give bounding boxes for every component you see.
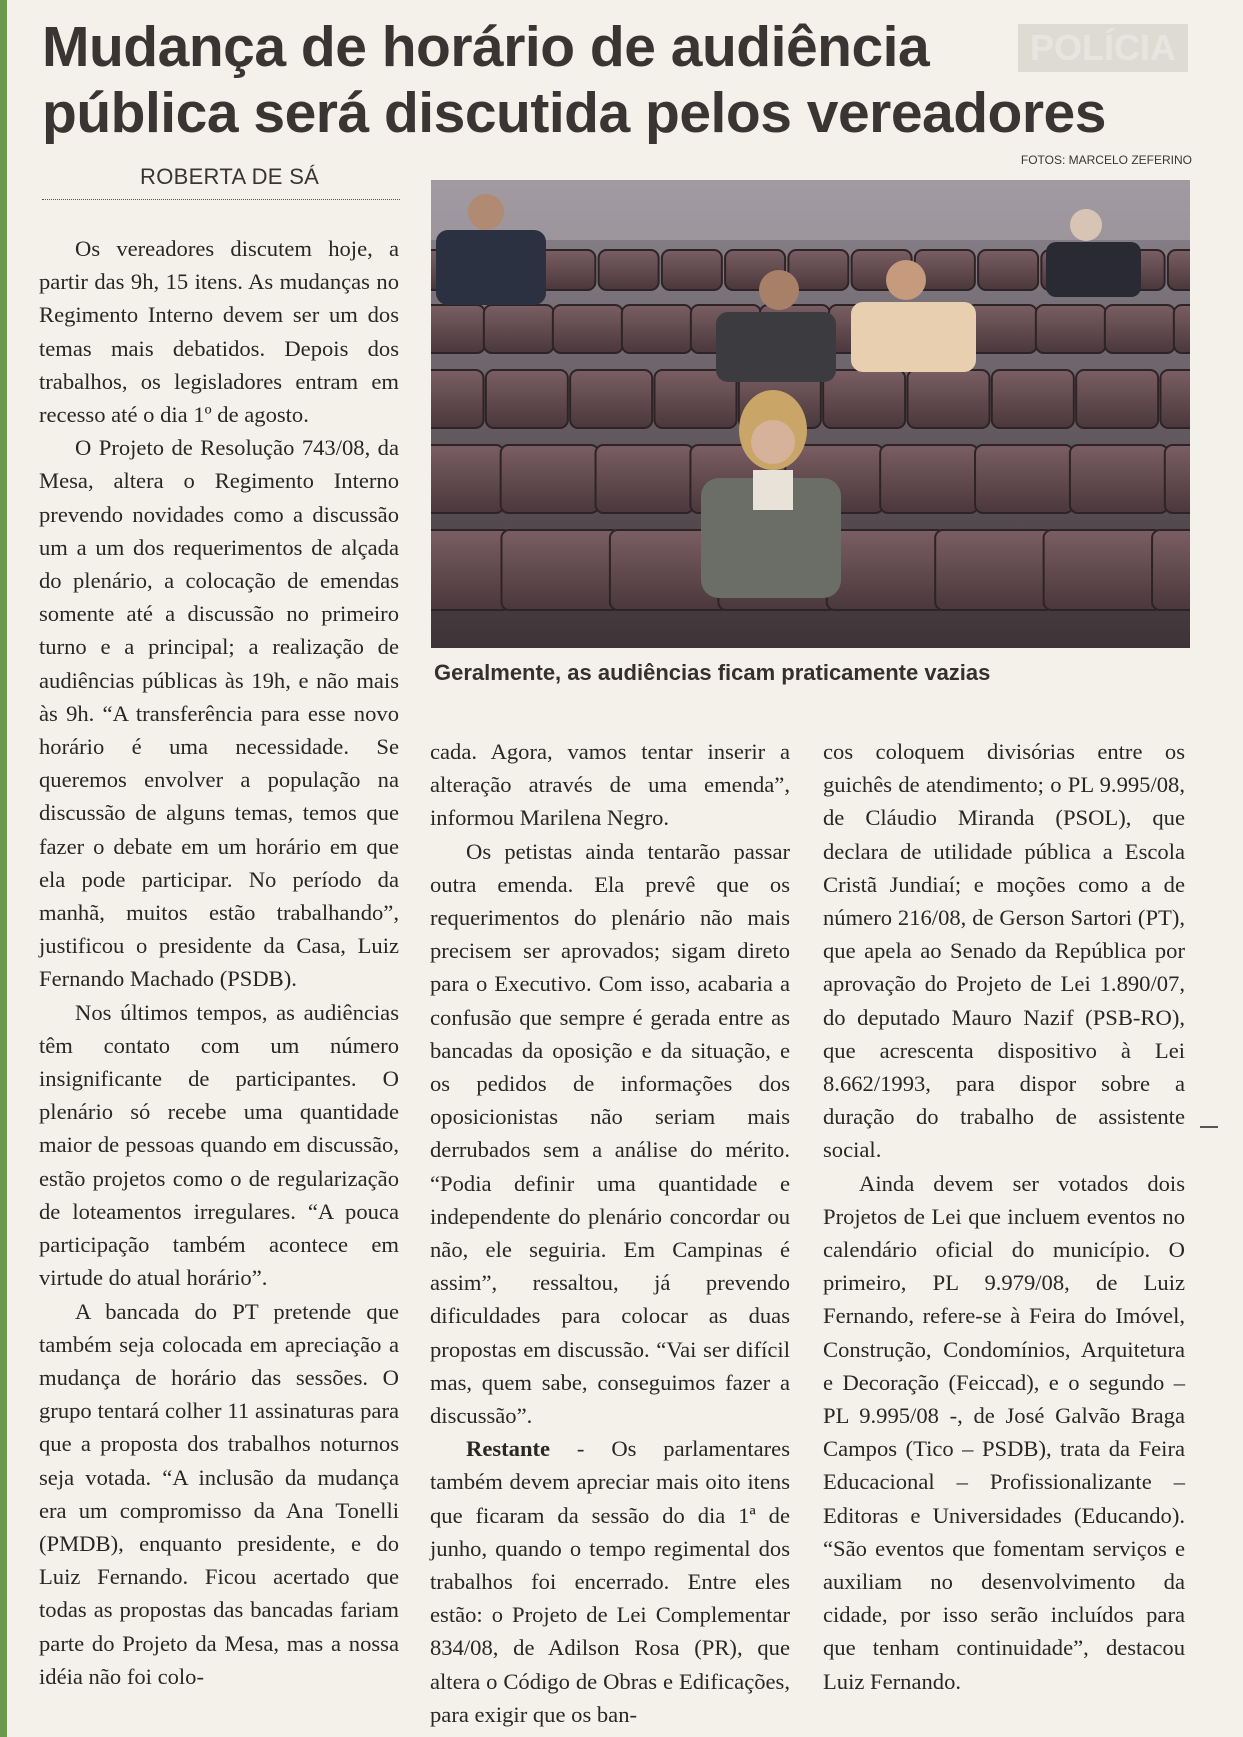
paragraph: Os vereadores discutem hoje, a partir das 9h, 15 itens. As mudanças no Regimento Interno devem ser um dos temas mais debatidos. Depois dos trabalhos, os legisladores entram em recesso até o dia 1º de agosto.	[39, 236, 399, 428]
seat	[823, 370, 905, 428]
paragraph: A bancada do PT pretende que também seja colocada em apreciação a mudança de horário das sessões. O grupo tentará colher 11 assinaturas para que a proposta dos trabalhos noturnos seja votada. “A inclusão da mudança era um compromisso da Ana Tonelli (PMDB), enquanto presidente, e do Luiz Fernando. Ficou acertado que todas as propostas das bancadas fariam parte do Projeto da Mesa, mas a nossa idéia não foi colo-	[39, 1298, 399, 1689]
seat	[967, 305, 1037, 353]
article-headline	[42, 14, 1162, 146]
byline: ROBERTA DE SÁ	[140, 164, 320, 189]
seat	[553, 305, 623, 353]
seat	[1174, 305, 1190, 353]
seat	[484, 305, 554, 353]
section-tag: POLÍCIA	[1018, 24, 1188, 72]
seat	[431, 530, 511, 610]
paragraph: Os petistas ainda tentarão passar outra emenda. Ela prevê que os requerimentos do plenário não mais precisem ser aprovados; sigam direto para o Executivo. Com isso, acabaria a confusão que sempre é gerada entre as bancadas da oposição e da situação, e os pedidos de informações dos oposicionistas não seriam mais derrubados sem a análise do mérito. “Podia definir uma quantidade e independente do plenário concordar ou não, ele seguiria. Em Campinas é assim”, ressaltou, já prevendo dificuldades para colocar as duas propostas em discussão. “Vai ser difícil mas, quem sabe, conseguimos fazer a discussão”.	[430, 838, 790, 1429]
paragraph-text: - Os parlamentares também devem apreciar mais oito itens que ficaram da sessão do dia 1ª de junho, quando o tempo regimental dos trabalhos foi encerrado. Entre eles estão: o Projeto de Lei Complementar 834/08, de Adilson Rosa (PR), que altera o Código de Obras e Edificações, para exigir que os ban-	[430, 1436, 790, 1727]
text-column-2	[430, 735, 790, 1731]
seat	[431, 370, 483, 428]
paragraph	[430, 1432, 790, 1731]
seat	[1165, 445, 1190, 513]
paragraph: cada. Agora, vamos tentar inserir a alteração através de uma emenda”, informou Marilena Negro.	[430, 739, 790, 831]
seat	[1044, 530, 1162, 610]
seat	[1152, 530, 1190, 610]
headline-line-1: Mudança de horário de audiência	[42, 15, 930, 79]
print-mark	[1200, 1126, 1218, 1128]
seat	[596, 445, 694, 513]
seat	[975, 445, 1073, 513]
article-photo	[431, 180, 1190, 648]
seat	[992, 370, 1074, 428]
seat	[599, 250, 659, 290]
photo-credit: FOTOS: MARCELO ZEFERINO	[1020, 153, 1192, 167]
text-column-3	[823, 735, 1185, 1698]
subhead-restante: Restante	[466, 1436, 551, 1462]
seat	[1070, 445, 1168, 513]
seat	[1105, 305, 1175, 353]
seat	[978, 250, 1038, 290]
seat	[1168, 250, 1190, 290]
seat	[501, 530, 619, 610]
seat	[486, 370, 568, 428]
seat	[907, 370, 989, 428]
seat	[880, 445, 978, 513]
seat	[431, 445, 504, 513]
seat	[662, 250, 722, 290]
seat	[827, 530, 945, 610]
seat	[1076, 370, 1158, 428]
paragraph: Nos últimos tempos, as audiências têm contato com um número insignificante de participantes. O plenário só recebe uma quantidade maior de pessoas quando em discussão, estão projetos como o de regularização de loteamentos irregulares. “A pouca participação também acontece em virtude do atual horário”.	[39, 999, 399, 1291]
seat	[570, 370, 652, 428]
paragraph: Ainda devem ser votados dois Projetos de Lei que incluem eventos no calendário oficial do município. O primeiro, PL 9.979/08, de Luiz Fernando, refere-se à Feira do Imóvel, Construção, Condomínios, Arquitetura e Decoração (Feiccad), e o segundo – PL 9.995/08 -, de José Galvão Braga Campos (Tico – PSDB), trata da Feira Educacional – Profissionalizante – Editoras e Universidades (Educando). “São eventos que fomentam serviços e auxiliam no desenvolvimento da cidade, por isso serão incluídos para que tenham continuidade”, destacou Luiz Fernando.	[823, 1170, 1185, 1694]
photo-caption: Geralmente, as audiências ficam praticamente vazias	[434, 660, 991, 685]
seat	[1036, 305, 1106, 353]
seat	[935, 530, 1053, 610]
byline-rule	[42, 199, 400, 200]
paragraph: O Projeto de Resolução 743/08, da Mesa, altera o Regimento Interno prevendo novidades como a discussão um a um dos requerimentos de alçada do plenário, a colocação de emendas somente até a discussão no primeiro turno e a principal; a realização de audiências públicas às 19h, e não mais às 9h. “A transferência para esse novo horário é uma necessidade. Se queremos envolver a população na discussão de alguns temas, temos que fazer o debate em um horário em que ela pode participar. No período da manhã, muitos estão trabalhando”, justificou o presidente da Casa, Luiz Fernando Machado (PSDB).	[39, 435, 399, 992]
seat	[431, 305, 485, 353]
seat	[622, 305, 692, 353]
seat	[1160, 370, 1190, 428]
auditorium-photo-illustration	[431, 180, 1190, 648]
seat	[501, 445, 599, 513]
headline-line-2: pública será discutida pelos vereadores	[42, 81, 1106, 145]
page-edge-bar	[0, 0, 7, 1737]
text-column-1	[39, 232, 399, 1693]
paragraph: cos coloquem divisórias entre os guichês de atendimento; o PL 9.995/08, de Cláudio Miranda (PSOL), que declara de utilidade pública a Escola Cristã Jundiaí; e moções como a de número 216/08, de Gerson Sartori (PT), que apela ao Senado da República por aprovação do Projeto de Lei 1.890/07, do deputado Mauro Nazif (PSB-RO), que acrescenta dispositivo à Lei 8.662/1993, para dispor sobre a duração do trabalho de assistente social.	[823, 739, 1185, 1163]
